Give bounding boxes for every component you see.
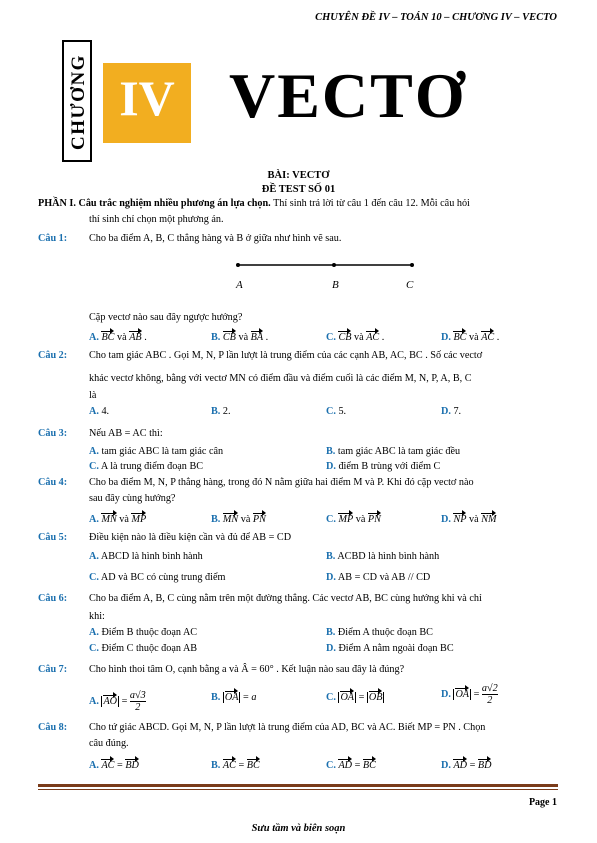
point-c [410,263,414,267]
option-text: 7. [453,406,462,417]
option-key: B. [326,627,336,638]
question-label: Câu 7: [38,664,68,675]
option-key: C. [326,692,336,703]
vector: AD [338,760,353,771]
chapter-label: CHƯƠNG [68,54,89,150]
chapter-title: VECTƠ [229,60,467,131]
answer-option[interactable] [441,512,496,525]
vector: BD [125,760,139,771]
question-label: Câu 6: [38,593,68,604]
answer-option[interactable] [326,572,430,583]
vector: OA [340,692,355,703]
option-key: D. [326,461,336,472]
option-key: D. [441,688,451,700]
conj: và [469,514,479,525]
vector: MN [101,514,117,525]
vector: MN [222,514,239,525]
conj: và [238,332,249,343]
conj: và [240,514,251,525]
question-text: câu đúng. [89,738,129,749]
option-text: 5. [338,406,347,417]
option-text: Điểm B thuộc đoạn AC [101,627,198,638]
option-key: A. [89,627,99,638]
question-text: Nếu AB = AC thì: [89,428,163,439]
part-title: PHẦN I. Câu trắc nghiệm nhiều phương án lựa chọn. [38,198,271,209]
option-text: ABCD là hình bình hành [100,551,203,562]
equals: = [473,688,480,700]
question-label: Câu 4: [38,477,68,488]
equals: = [358,692,365,703]
option-key: C. [89,572,99,583]
question-text: là [89,390,97,401]
abs-value [101,696,119,707]
answer-option[interactable] [89,551,203,562]
equals: = [117,760,123,771]
equals: = [243,692,249,703]
vector: AB [129,332,142,343]
answer-option[interactable] [89,690,146,713]
option-key: A. [89,446,99,457]
point-label-c: C [406,279,414,291]
option-text: Điểm C thuộc đoạn AB [101,643,198,654]
question-text: Cho ba điểm A, B, C thẳng hàng và B ở giữa như hình vẽ sau. [89,233,342,244]
vector: AO [103,695,118,707]
vector: AD [453,760,468,771]
question-text: khi: [89,611,105,622]
answer-option[interactable] [326,461,440,472]
option-text: ACBD là hình bình hành [337,551,440,562]
answer-option[interactable] [326,446,460,457]
question-text: Cho tam giác ABC . Gọi M, N, P lần lượt là trung điểm của các cạnh AB, AC, BC . Số các vectơ [89,350,483,361]
option-text: tam giác ABC là tam giác cân [101,446,224,457]
answer-option[interactable] [326,406,346,417]
answer-option[interactable] [89,512,146,525]
vector: PN [252,514,266,525]
question-text: sau đây cùng hướng? [89,493,176,504]
answer-option[interactable] [326,643,454,654]
vector: BA [250,332,264,343]
option-key: C. [89,461,99,472]
option-text: AB = CD và AB // CD [337,572,431,583]
equals: = [238,760,245,771]
page-number: Page 1 [528,797,557,808]
footer-rule-thin [38,789,558,790]
option-key: B. [211,692,221,703]
vector: PN [367,514,381,525]
equals: = [469,760,476,771]
abs-value [453,689,471,700]
vector: BC [246,760,260,771]
part-instruction: Thí sinh trả lời từ câu 1 đến câu 12. Mỗi câu hỏi [273,198,470,209]
question-label: Câu 8: [38,722,68,733]
option-text: Điểm A thuộc đoạn BC [337,627,433,638]
vector: MP [338,514,354,525]
chapter-number: IV [119,70,175,126]
lesson-name: BÀI: VECTƠ [267,170,330,181]
footer-note: Sưu tầm và biên soạn [251,823,346,834]
option-key: D. [441,514,451,525]
vector: BD [477,760,492,771]
option-text: 4. [101,406,110,417]
answer-option[interactable] [89,643,197,654]
option-key: A. [89,695,99,707]
option-key: B. [326,446,336,457]
conj: và [117,332,127,343]
answer-option[interactable] [89,572,225,583]
option-key: A. [89,551,99,562]
point-a [236,263,240,267]
option-key: B. [211,406,221,417]
equals: = [121,695,128,707]
answer-option[interactable] [326,512,381,525]
option-text: tam giác ABC là tam giác đều [337,446,461,457]
option-key: A. [89,514,99,525]
answer-option[interactable] [326,551,439,562]
abs-value [367,692,385,703]
chapter-label-box [62,40,92,162]
answer-option[interactable] [89,627,197,638]
vector: AC [101,760,115,771]
option-key: C. [89,643,99,654]
option-key: B. [211,760,221,771]
math-symbol: a [251,692,257,703]
question-label: Câu 2: [38,350,68,361]
equals: = [354,760,361,771]
vector: CB [338,332,352,343]
vector: AC [222,760,236,771]
footer-rule [38,784,558,787]
question-text: Cho hình thoi tâm O, cạnh bằng a và Â = 60° . Kết luận nào sau đây là đúng? [89,664,405,675]
question-text: Cho ba điểm A, B, C cùng nằm trên một đường thẳng. Các vectơ AB, BC cùng hướng khi và chỉ [89,593,482,604]
vector: CB [222,332,236,343]
collinear-points-figure [230,258,420,298]
vector: AC [366,332,380,343]
answer-option[interactable] [326,627,433,638]
conj: và [354,332,364,343]
answer-option[interactable]: D. BC và AC . [441,332,500,343]
answer-option[interactable]: C. CB và AC . [326,332,385,343]
part-instruction-cont: thí sinh chỉ chọn một phương án. [89,214,224,225]
answer-option[interactable]: A. BC và AB . [89,332,147,343]
fraction: $\frac{a√3}{2}$ [129,690,146,713]
option-key: B. [326,551,336,562]
answer-option[interactable] [211,690,256,703]
option-text: 2. [222,406,231,417]
vector: MP [131,514,147,525]
vector: OA [224,692,239,703]
option-text: A là trung điểm đoạn BC [100,461,204,472]
point-label-a: A [236,279,243,291]
answer-option[interactable] [89,758,139,771]
question-label: Câu 3: [38,428,68,439]
vector: OA [455,688,470,700]
answer-option[interactable] [441,683,498,706]
option-key: C. [326,332,336,343]
question-text: Điều kiện nào là điều kiện cần và đủ để AB = CD [89,532,292,543]
answer-option[interactable] [441,406,461,417]
vector: OB [368,692,383,703]
answer-option[interactable] [211,406,231,417]
part-heading [38,198,470,209]
fraction: $\frac{a√2}{2}$ [481,683,498,706]
option-key: C. [326,514,336,525]
option-key: C. [326,406,336,417]
option-key: B. [211,332,221,343]
question-text: Cho tứ giác ABCD. Gọi M, N, P lần lượt là trung điểm của AD, BC và AC. Biết MP = PN . Chọn [89,722,486,733]
option-key: D. [441,332,451,343]
vector: BC [453,332,467,343]
option-key: C. [326,760,336,771]
chapter-number-box [103,63,191,143]
answer-option[interactable] [441,758,491,771]
option-key: D. [441,406,451,417]
conj: và [119,514,129,525]
answer-option[interactable] [89,461,203,472]
point-b [332,263,336,267]
option-key: D. [326,643,336,654]
answer-option[interactable]: B. CB và BA . [211,332,269,343]
answer-option[interactable] [89,406,109,417]
answer-option[interactable] [89,446,223,457]
test-name: ĐỀ TEST SỐ 01 [261,184,336,195]
option-text: AD và BC có cùng trung điểm [100,572,226,583]
option-key: D. [441,760,451,771]
vector: AC [481,332,495,343]
option-key: A. [89,406,99,417]
vector: BC [101,332,115,343]
answer-option[interactable] [211,758,260,771]
vector: NM [481,514,497,525]
question-text: khác vectơ không, bằng với vectơ MN có điểm đầu và điểm cuối là các điểm M, N, P, A, B, C [89,373,472,384]
question-label: Câu 5: [38,532,68,543]
option-key: A. [89,332,99,343]
vector: BC [362,760,376,771]
answer-option[interactable] [326,758,376,771]
vector: NP [453,514,467,525]
point-label-b: B [332,279,339,291]
conj: và [355,514,366,525]
abs-value [223,692,241,703]
option-key: B. [211,514,221,525]
answer-option[interactable] [326,690,384,703]
question-text: Cặp vectơ nào sau đây ngược hướng? [89,312,243,323]
question-text: Cho ba điểm M, N, P thẳng hàng, trong đó N nằm giữa hai điểm M và P. Khi đó cặp vectơ nào [89,477,474,488]
option-key: D. [326,572,336,583]
option-key: A. [89,760,99,771]
option-text: điểm B trùng với điểm C [338,461,441,472]
answer-option[interactable] [211,512,266,525]
conj: và [469,332,479,343]
running-header: CHUYÊN ĐỀ IV – TOÁN 10 – CHƯƠNG IV – VECTO [315,12,557,23]
abs-value [338,692,356,703]
option-text: Điểm A nằm ngoài đoạn BC [338,643,454,654]
question-label: Câu 1: [38,233,68,244]
